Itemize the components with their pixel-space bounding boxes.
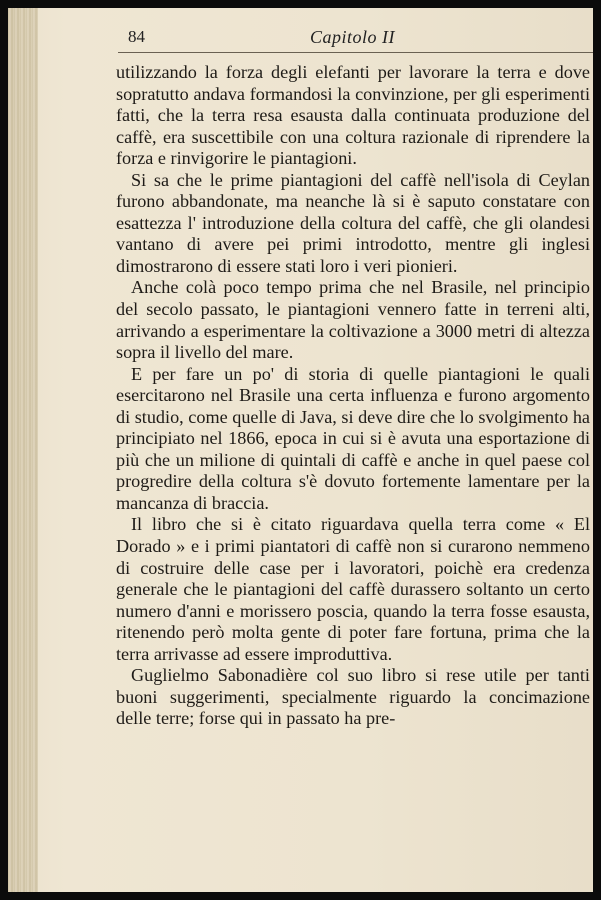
- paragraph: Si sa che le prime piantagioni del caffè nell'isola di Ceylan furono abbandonate, ma neanche là si è saputo constatare con esattezza l' introduzione della coltura del caffè, che gli olandesi vantano di avere pei primi introdotto, mentre gli inglesi dimostrarono di essere stati loro i veri pionieri.: [116, 169, 590, 276]
- body-text: [116, 62, 590, 730]
- paragraph: Anche colà poco tempo prima che nel Brasile, nel principio del secolo passato, le piantagioni vennero fatte in terreni alti, arrivando a esperimentare la coltivazione a 3000 metri di altezza sopra il livello del mare.: [116, 277, 590, 363]
- running-title: Capitolo II: [310, 27, 395, 47]
- page-number: 84: [128, 27, 145, 46]
- paragraph: Il libro che si è citato riguardava quella terra come « El Dorado » e i primi piantatori di caffè non si curarono nemmeno di costruire delle case per i lavoratori, poichè era credenza generale che le piantagioni del caffè durassero soltanto un certo numero d'anni e morissero poscia, quando la terra fosse esausta, ritenendo però molta gente di poter fare fortuna, prima che la terra arrivasse ad essere improduttiva.: [116, 514, 590, 664]
- paragraph: E per fare un po' di storia di quelle piantagioni le quali esercitarono nel Brasile una certa influenza e furono argomento di studio, come quelle di Java, si deve dire che lo svolgimento ha principiato nel 1866, epoca in cui si è avuta una esportazione di più che un milione di quintali di caffè e anche in quel paese col progredire della coltura s'è dovuto fortemente lamentare per la mancanza di braccia.: [116, 363, 590, 513]
- page-edges: [8, 8, 38, 892]
- header-rule: [118, 52, 593, 53]
- paragraph: Guglielmo Sabonadière col suo libro si rese utile per tanti buoni suggerimenti, specialmente riguardo la concimazione delle terre; forse qui in passato ha pre-: [116, 665, 590, 729]
- book-page: [8, 8, 593, 892]
- page-header: [118, 20, 590, 50]
- paragraph: utilizzando la forza degli elefanti per lavorare la terra e dove sopratutto andava formandosi la convinzione, per gli esperimenti fatti, che la terra resa esausta dalla continuata produzione del caffè, era suscettibile con una coltura razionale di riprendere la forza e rinvigorire le piantagioni.: [116, 62, 590, 169]
